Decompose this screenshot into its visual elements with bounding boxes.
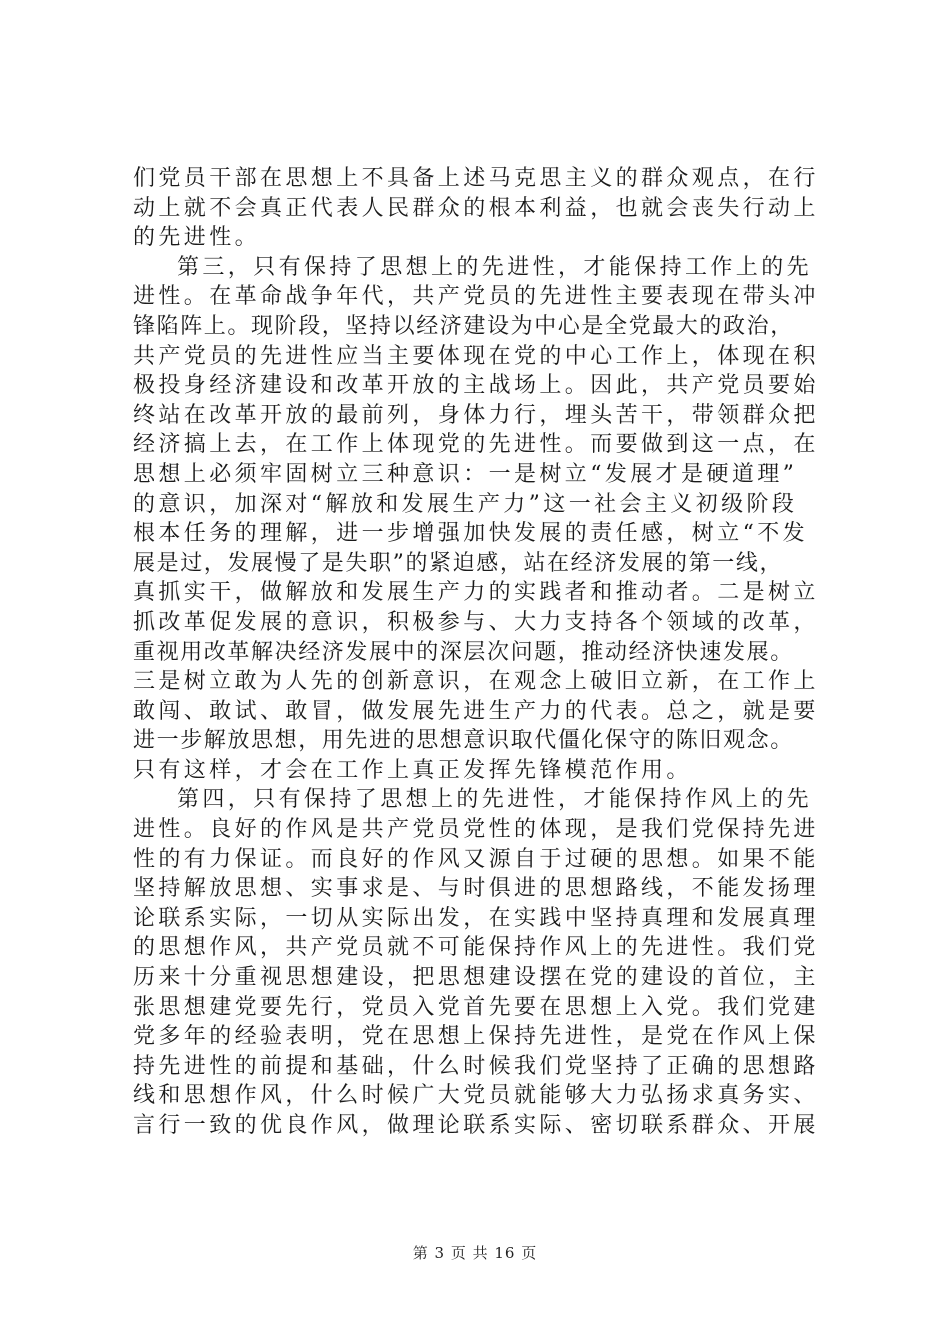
text-line: 真抓实干，做解放和发展生产力的实践者和推动者。二是树立 xyxy=(133,580,819,606)
text-line: 进性。在革命战争年代，共产党员的先进性主要表现在带头冲 xyxy=(133,284,819,310)
text-line: 进一步解放思想，用先进的思想意识取代僵化保守的陈旧观念。 xyxy=(133,728,794,754)
paragraph-start-line: 第四，只有保持了思想上的先进性，才能保持作风上的先 xyxy=(177,787,813,813)
text-line: 共产党员的先进性应当主要体现在党的中心工作上，体现在积 xyxy=(133,343,819,369)
text-line: 历来十分重视思想建设，把思想建设摆在党的建设的首位，主 xyxy=(133,965,819,991)
text-line: 极投身经济建设和改革开放的主战场上。因此，共产党员要始 xyxy=(133,373,819,399)
text-line: 根本任务的理解，进一步增强加快发展的责任感，树立“不发 xyxy=(133,521,809,547)
text-line: 锋陷阵上。现阶段，坚持以经济建设为中心是全党最大的政治， xyxy=(133,313,794,339)
paragraph-start-line: 第三，只有保持了思想上的先进性，才能保持工作上的先 xyxy=(177,254,813,280)
text-line: 进性。良好的作风是共产党员党性的体现，是我们党保持先进 xyxy=(133,817,819,843)
text-line: 性的有力保证。而良好的作风又源自于过硬的思想。如果不能 xyxy=(133,846,819,872)
text-line: 思想上必须牢固树立三种意识：一是树立“发展才是硬道理” xyxy=(133,461,798,487)
text-line: 动上就不会真正代表人民群众的根本利益，也就会丧失行动上 xyxy=(133,195,819,221)
text-line: 展是过，发展慢了是失职”的紧迫感，站在经济发展的第一线， xyxy=(133,550,784,576)
text-line: 持先进性的前提和基础，什么时候我们党坚持了正确的思想路 xyxy=(133,1053,819,1079)
text-line: 的思想作风，共产党员就不可能保持作风上的先进性。我们党 xyxy=(133,935,819,961)
page-number-footer: 第 3 页 共 16 页 xyxy=(412,1244,538,1262)
text-line: 三是树立敢为人先的创新意识，在观念上破旧立新，在工作上 xyxy=(133,669,819,695)
text-line: 只有这样，才会在工作上真正发挥先锋模范作用。 xyxy=(133,757,692,783)
text-line: 坚持解放思想、实事求是、与时俱进的思想路线，不能发扬理 xyxy=(133,876,819,902)
text-line: 张思想建党要先行，党员入党首先要在思想上入党。我们党建 xyxy=(133,994,819,1020)
text-line: 抓改革促发展的意识，积极参与、大力支持各个领域的改革， xyxy=(133,609,819,635)
text-line: 的先进性。 xyxy=(133,225,261,251)
text-line: 的意识，加深对“解放和发展生产力”这一社会主义初级阶段 xyxy=(133,491,798,517)
text-line: 线和思想作风，什么时候广大党员就能够大力弘扬求真务实、 xyxy=(133,1083,819,1109)
text-line: 重视用改革解决经济发展中的深层次问题，推动经济快速发展。 xyxy=(133,639,794,665)
text-line: 们党员干部在思想上不具备上述马克思主义的群众观点，在行 xyxy=(133,166,819,191)
body-text xyxy=(133,164,833,1141)
text-line: 经济搞上去，在工作上体现党的先进性。而要做到这一点，在 xyxy=(133,432,819,458)
text-line: 终站在改革开放的最前列，身体力行，埋头苦干，带领群众把 xyxy=(133,402,819,428)
text-line: 党多年的经验表明，党在思想上保持先进性，是党在作风上保 xyxy=(133,1024,819,1050)
text-line: 论联系实际，一切从实际出发，在实践中坚持真理和发展真理 xyxy=(133,905,819,931)
text-line: 言行一致的优良作风，做理论联系实际、密切联系群众、开展 xyxy=(133,1113,819,1138)
text-line: 敢闯、敢试、敢冒，做发展先进生产力的代表。总之，就是要 xyxy=(133,698,819,724)
